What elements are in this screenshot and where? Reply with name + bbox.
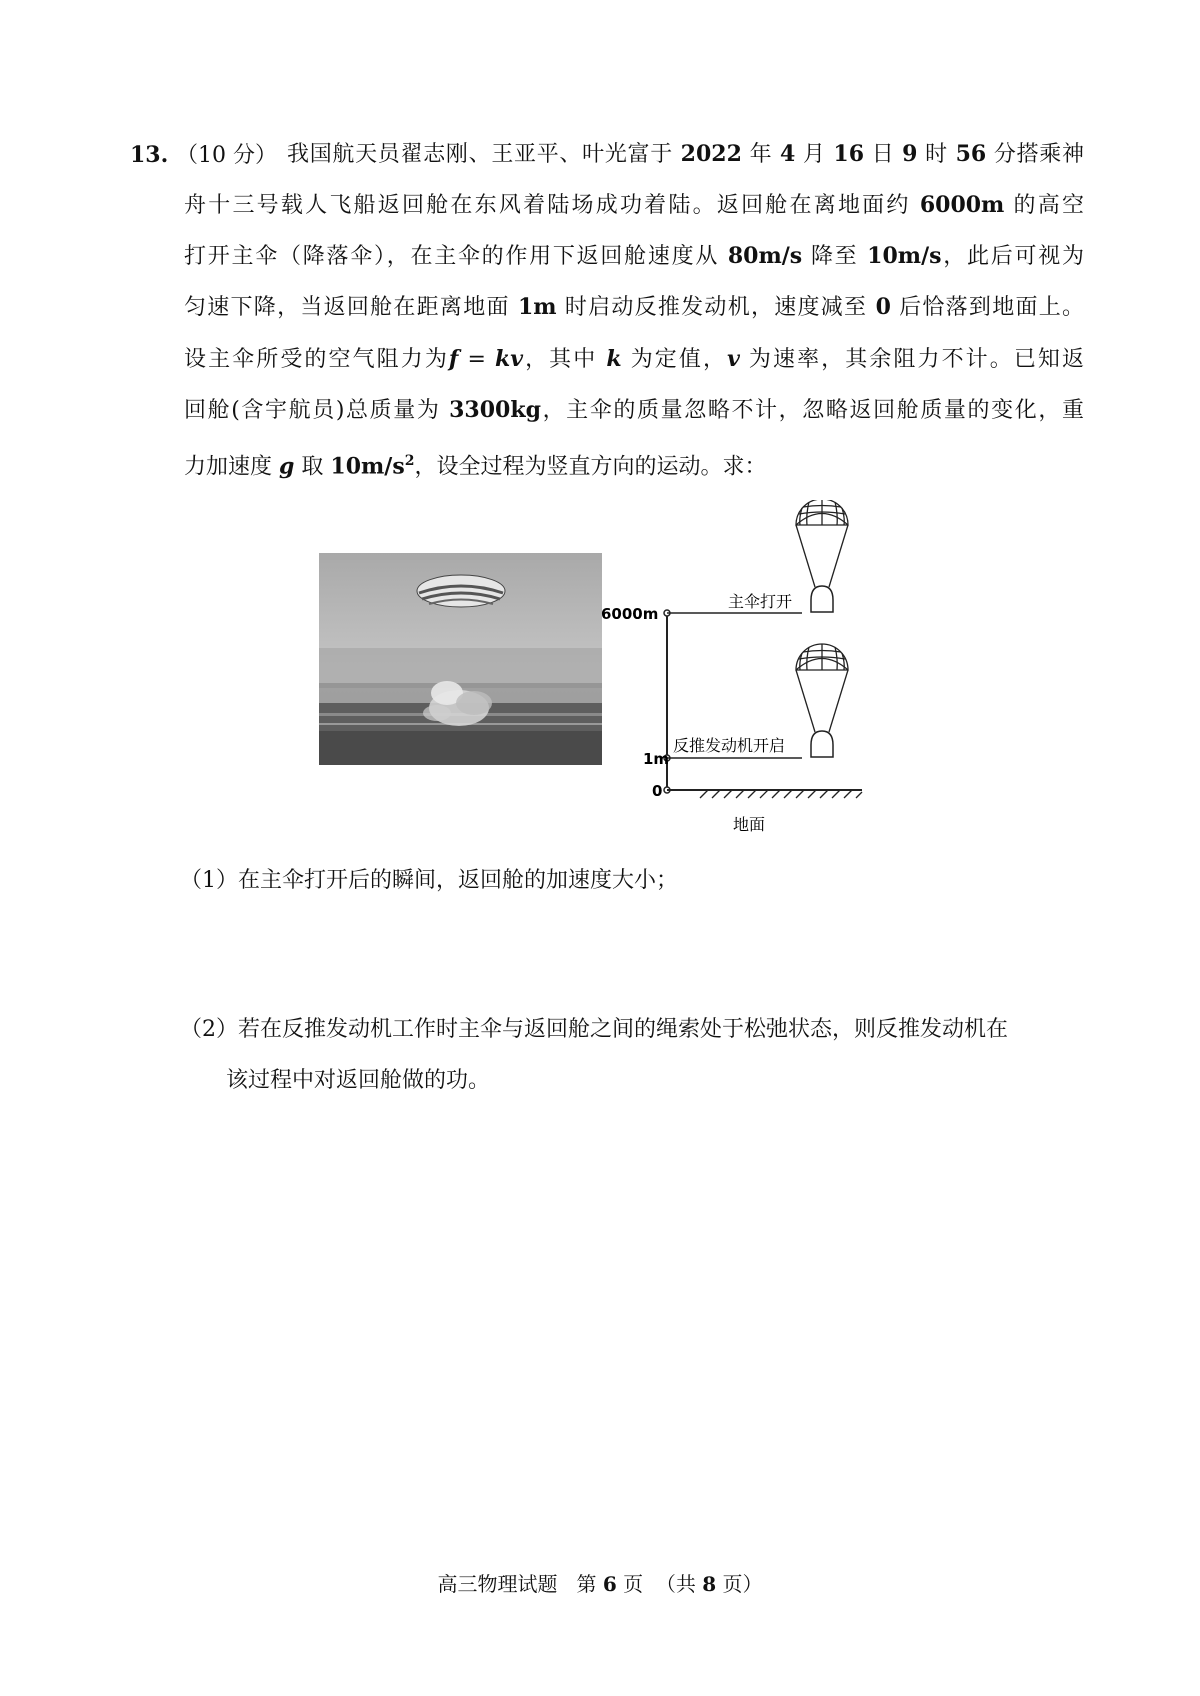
label-0: 0 xyxy=(652,782,663,800)
sub-question-2-cont: 该过程中对返回舱做的功。 xyxy=(226,1068,491,1093)
page-footer: 高三物理试题 第 6 页 （共 8 页） xyxy=(437,1572,763,1596)
question-line-5: 设主伞所受的空气阻力为f = kv，其中 k 为定值，v 为速率，其余阻力不计。已知返 xyxy=(184,346,1084,372)
question-score: （10 分） xyxy=(175,143,277,168)
question-line-3: 打开主伞（降落伞），在主伞的作用下返回舱速度从 80m/s 降至 10m/s，此后可视为 xyxy=(184,243,1084,269)
question-line-1: 我国航天员翟志刚、王亚平、叶光富于 2022 年 4 月 16 日 9 时 56 分搭乘神 xyxy=(287,141,1085,167)
question-line-7: 力加速度 g 取 $10m/s^2$，设全过程为竖直方向的运动。求： xyxy=(184,453,767,480)
capsule-lower xyxy=(811,731,833,757)
capsule-upper xyxy=(811,586,833,612)
ground-hatching xyxy=(700,790,862,798)
question-line-2: 舟十三号载人飞船返回舱在东风着陆场成功着陆。返回舱在离地面约 6000m 的高空 xyxy=(184,192,1084,218)
label-main-chute: 主伞打开 xyxy=(728,592,793,611)
sub-question-1: （1）在主伞打开后的瞬间，返回舱的加速度大小； xyxy=(180,868,679,893)
label-1: 1m xyxy=(643,750,670,768)
landing-photo xyxy=(319,553,602,765)
parachute-lower xyxy=(796,644,848,732)
parachute-upper xyxy=(796,500,848,587)
question-number: 13. （10 分） xyxy=(130,142,277,168)
label-ground: 地面 xyxy=(733,815,766,834)
parachute-in-photo xyxy=(417,575,505,607)
question-line-4: 匀速下降，当返回舱在距离地面 1m 时启动反推发动机，速度减至 0 后恰落到地面上。 xyxy=(184,294,1084,320)
question-line-6: 回舱(含宇航员)总质量为 3300kg，主伞的质量忽略不计，忽略返回舱质量的变化，重 xyxy=(184,397,1084,423)
motion-diagram xyxy=(600,500,920,840)
label-6000: 6000m xyxy=(601,605,659,623)
label-retro: 反推发动机开启 xyxy=(673,736,786,755)
sub-question-2: （2）若在反推发动机工作时主伞与返回舱之间的绳索处于松弛状态，则反推发动机在 xyxy=(180,1017,1009,1042)
